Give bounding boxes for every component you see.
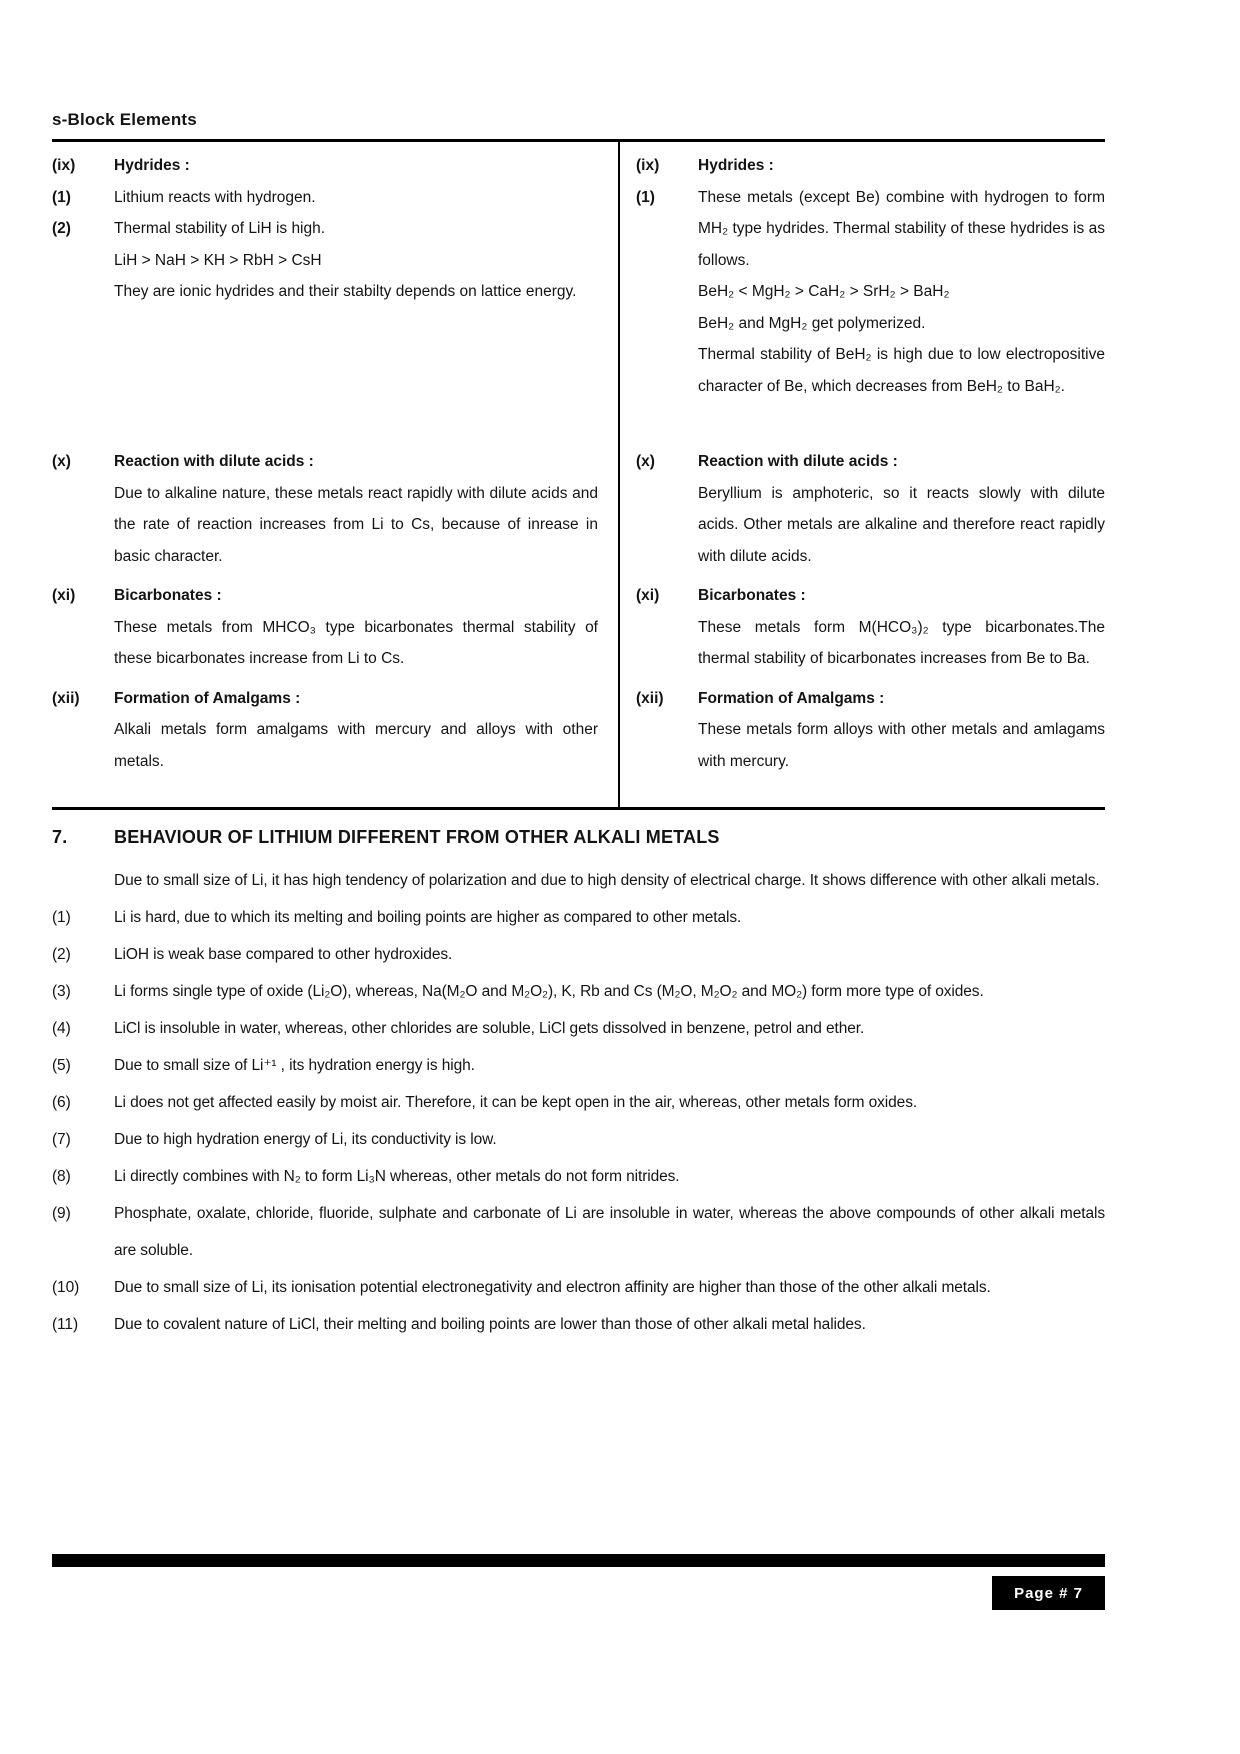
comparison-cell-left (52, 438, 620, 572)
entry-body (114, 580, 598, 675)
entry-body (698, 182, 1105, 403)
entry-paragraph: Alkali metals form amalgams with mercury and alloys with other metals. (114, 721, 598, 770)
list-entry (52, 182, 598, 214)
entry-marker: (1) (636, 188, 655, 206)
entry-heading: Bicarbonates : (114, 587, 222, 604)
entry-paragraph: These metals from MHCO₃ type bicarbonates thermal stability of these bicarbonates increase from Li to Cs. (114, 618, 598, 667)
entry-paragraph: Thermal stability of BeH₂ is high due to low electropositive character of Be, which decreases from BeH₂ to BaH₂. (698, 346, 1105, 395)
comparison-table (52, 142, 1105, 807)
entry-marker: (xii) (52, 689, 80, 707)
item-text: Due to covalent nature of LiCl, their melting and boiling points are lower than those of other alkali metal halides. (114, 1316, 866, 1333)
entry-marker: (ix) (52, 157, 76, 174)
section-number: 7. (52, 827, 68, 847)
entry-paragraph: Beryllium is amphoteric, so it reacts slowly with dilute acids. Other metals are alkaline and therefore react rapidly with dilute acids. (698, 484, 1105, 565)
list-entry (52, 150, 598, 182)
entry-heading: Hydrides : (114, 157, 190, 174)
item-marker: (10) (52, 1279, 80, 1296)
numbered-item (52, 1047, 1105, 1084)
page-number-label: Page # 7 (1014, 1584, 1083, 1602)
item-text: LiOH is weak base compared to other hydroxides. (114, 946, 453, 963)
entry-body (114, 683, 598, 778)
entry-marker: (ix) (636, 157, 660, 174)
entry-body (698, 446, 1105, 572)
section-intro: Due to small size of Li, it has high tendency of polarization and due to high density of electrical charge. It shows difference with other alkali metals. (114, 872, 1100, 889)
comparison-cell-left (52, 572, 620, 675)
entry-paragraph: BeH₂ and MgH₂ get polymerized. (698, 314, 926, 332)
section-heading (52, 826, 1105, 848)
item-text: Li directly combines with N₂ to form Li₃N whereas, other metals do not form nitrides. (114, 1168, 680, 1185)
entry-body (698, 683, 1105, 778)
entry-marker: (x) (636, 453, 655, 470)
comparison-cell-right (620, 572, 1105, 675)
comparison-cell-left (52, 675, 620, 808)
comparison-cell-left (52, 142, 620, 438)
entry-heading: Hydrides : (698, 157, 774, 174)
item-text: LiCl is insoluble in water, whereas, other chlorides are soluble, LiCl gets dissolved in benzene, petrol and ether. (114, 1020, 865, 1037)
numbered-item (52, 899, 1105, 936)
entry-paragraph: BeH₂ < MgH₂ > CaH₂ > SrH₂ > BaH₂ (698, 283, 950, 300)
entry-marker: (xii) (636, 689, 664, 707)
entry-marker: (2) (52, 220, 71, 237)
item-text: Due to small size of Li⁺¹ , its hydration energy is high. (114, 1057, 475, 1074)
entry-heading: Formation of Amalgams : (698, 689, 885, 707)
numbered-item (52, 1195, 1105, 1269)
comparison-cell-right (620, 438, 1105, 572)
item-marker: (6) (52, 1094, 71, 1111)
entry-paragraph: LiH > NaH > KH > RbH > CsH (114, 251, 322, 269)
entry-heading: Reaction with dilute acids : (698, 453, 898, 470)
entry-heading: Bicarbonates : (698, 587, 806, 604)
list-entry (636, 683, 1105, 778)
item-marker: (3) (52, 983, 71, 1000)
item-marker: (4) (52, 1020, 71, 1037)
entry-paragraph: These metals form alloys with other metals and amlagams with mercury. (698, 721, 1105, 770)
list-entry (52, 580, 598, 675)
list-entry (636, 182, 1105, 403)
entry-marker: (1) (52, 188, 71, 206)
item-text: Li forms single type of oxide (Li₂O), whereas, Na(M₂O and M₂O₂), K, Rb and Cs (M₂O, M₂O₂ and MO₂) form more type of oxides. (114, 983, 984, 1000)
entry-body (114, 446, 598, 572)
entry-marker: (xi) (636, 587, 660, 604)
list-entry (636, 150, 1105, 182)
page-header (52, 110, 1105, 142)
entry-body (698, 150, 1105, 182)
list-entry (52, 446, 598, 572)
numbered-item (52, 1010, 1105, 1047)
numbered-item (52, 1158, 1105, 1195)
bottom-bar (52, 1554, 1105, 1567)
list-entry (636, 580, 1105, 675)
item-marker: (5) (52, 1057, 71, 1074)
entry-body (114, 213, 598, 308)
section-body (52, 862, 1105, 1343)
list-entry (52, 683, 598, 778)
numbered-item (52, 936, 1105, 973)
entry-paragraph: They are ionic hydrides and their stabilty depends on lattice energy. (114, 283, 577, 300)
section-title: BEHAVIOUR OF LITHIUM DIFFERENT FROM OTHER ALKALI METALS (114, 827, 720, 847)
item-text: Li is hard, due to which its melting and boiling points are higher as compared to other metals. (114, 909, 742, 926)
numbered-item (52, 1306, 1105, 1343)
numbered-item (52, 973, 1105, 1010)
item-marker: (9) (52, 1205, 71, 1222)
item-text: Li does not get affected easily by moist air. Therefore, it can be kept open in the air, whereas, other metals form oxides. (114, 1094, 918, 1111)
entry-marker: (xi) (52, 587, 76, 604)
page-number-badge (992, 1576, 1105, 1610)
comparison-cell-right (620, 142, 1105, 438)
numbered-item (52, 1121, 1105, 1158)
entry-heading: Formation of Amalgams : (114, 689, 301, 707)
item-text: Phosphate, oxalate, chloride, fluoride, sulphate and carbonate of Li are insoluble in water, whereas the above compounds of other alkali metals are soluble. (114, 1205, 1105, 1259)
item-marker: (2) (52, 946, 71, 963)
section-items (52, 899, 1105, 1343)
comparison-cell-right (620, 675, 1105, 808)
entry-marker: (x) (52, 453, 71, 470)
entry-paragraph: Thermal stability of LiH is high. (114, 220, 326, 237)
entry-paragraph: These metals (except Be) combine with hydrogen to form MH₂ type hydrides. Thermal stability of these hydrides is as follows. (698, 188, 1105, 269)
entry-body (114, 150, 598, 182)
entry-body (698, 580, 1105, 675)
entry-heading: Reaction with dilute acids : (114, 453, 314, 470)
numbered-item (52, 1084, 1105, 1121)
section-7 (52, 826, 1105, 1343)
item-marker: (7) (52, 1131, 71, 1148)
item-text: Due to high hydration energy of Li, its conductivity is low. (114, 1131, 497, 1148)
entry-paragraph: Lithium reacts with hydrogen. (114, 188, 316, 206)
item-text: Due to small size of Li, its ionisation potential electronegativity and electron affinity are higher than those of the other alkali metals. (114, 1279, 991, 1296)
numbered-item (52, 1269, 1105, 1306)
entry-paragraph: Due to alkaline nature, these metals react rapidly with dilute acids and the rate of reaction increases from Li to Cs, because of inrease in basic character. (114, 484, 598, 565)
page-title: s-Block Elements (52, 110, 197, 129)
item-marker: (1) (52, 909, 71, 926)
entry-paragraph: These metals form M(HCO₃)₂ type bicarbonates.The thermal stability of bicarbonates increases from Be to Ba. (698, 618, 1105, 667)
item-marker: (11) (52, 1316, 79, 1333)
list-entry (636, 446, 1105, 572)
item-marker: (8) (52, 1168, 71, 1185)
table-bottom-rule (52, 807, 1105, 810)
list-entry (52, 213, 598, 308)
entry-body (114, 182, 598, 214)
